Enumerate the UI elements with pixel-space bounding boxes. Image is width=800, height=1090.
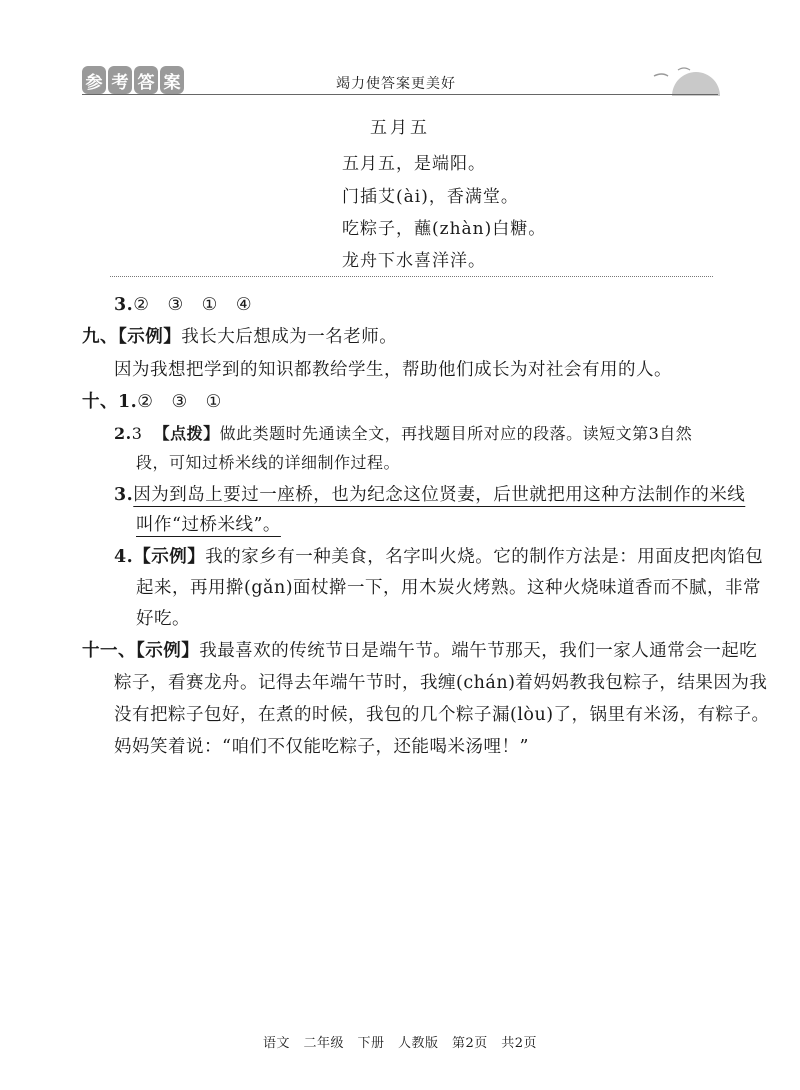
answer-text: 没有把粽子包好，在煮的时候，我包的几个粽子漏(lòu)了，锅里有米汤，有粽子。 <box>114 705 770 725</box>
answer-text: 叫作“过桥米线”。 <box>136 515 281 535</box>
logo-badge <box>82 66 184 94</box>
answer-text: 我最喜欢的传统节日是端午节。端午节那天，我们一家人通常会一起吃 <box>199 641 758 661</box>
answer-value: 3 <box>131 424 143 443</box>
logo-char: 答 <box>134 66 158 94</box>
answer-text: 好吃。 <box>136 609 190 629</box>
answer-text: ② ③ ① <box>137 392 222 412</box>
example-tag: 【示例】 <box>136 641 200 661</box>
question-number: 3. <box>114 295 134 315</box>
answer-q11 <box>82 637 757 662</box>
question-number: 十、 <box>82 392 118 412</box>
logo-char: 考 <box>108 66 132 94</box>
sub-number: 3. <box>114 485 134 505</box>
hint-tag: 【点拨】 <box>153 424 220 443</box>
logo-char: 案 <box>160 66 184 94</box>
sub-number: 4. <box>114 547 134 567</box>
example-tag: 【示例】 <box>118 327 182 347</box>
answer-q10-4 <box>114 543 763 568</box>
answer-text: 做此类题时先通读全文，再找题目所对应的段落。读短文第3自然 <box>219 424 693 443</box>
answer-text: 段，可知过桥米线的详细制作过程。 <box>136 453 401 472</box>
poem-line: 吃粽子，蘸(zhàn)白糖。 <box>342 219 547 239</box>
answer-text: 我长大后想成为一名老师。 <box>181 327 398 347</box>
logo-char: 参 <box>82 66 106 94</box>
answer-text: 粽子，看赛龙舟。记得去年端午节时，我缠(chán)着妈妈教我包粽子，结果因为我 <box>114 673 768 693</box>
example-tag: 【示例】 <box>133 547 206 567</box>
answer-q3 <box>114 291 252 316</box>
dotted-divider <box>110 276 713 277</box>
answer-text: 妈妈笑着说：“咱们不仅能吃粽子，还能喝米汤哩！” <box>114 737 529 757</box>
answer-q10-1 <box>82 388 222 413</box>
poem-line: 龙舟下水喜洋洋。 <box>342 251 486 271</box>
page-footer: 语文 二年级 下册 人教版 第2页 共2页 <box>262 1036 538 1051</box>
question-number: 九、 <box>82 327 118 347</box>
answer-q10-3 <box>114 481 745 506</box>
sub-number: 2. <box>114 424 132 443</box>
answer-text: 起来，再用擀(gǎn)面杖擀一下，用木炭火烤熟。这种火烧味道香而不腻，非常 <box>136 578 762 598</box>
header-rule <box>82 94 718 95</box>
answer-text: 因为我想把学到的知识都教给学生，帮助他们成长为对社会有用的人。 <box>114 360 672 380</box>
header-slogan: 竭力使答案更美好 <box>336 76 456 92</box>
poem-line: 五月五，是端阳。 <box>342 154 486 174</box>
poem-title: 五月五 <box>370 118 430 138</box>
answer-q9 <box>82 323 397 348</box>
question-number: 十一、 <box>82 641 136 661</box>
answer-q10-2 <box>114 421 692 444</box>
poem-line: 门插艾(ài)，香满堂。 <box>342 187 519 207</box>
answer-text: 因为到岛上要过一座桥，也为纪念这位贤妻，后世就把用这种方法制作的米线 <box>133 485 746 505</box>
answer-text: 我的家乡有一种美食，名字叫火烧。它的制作方法是：用面皮把肉馅包 <box>205 547 764 567</box>
sub-number: 1. <box>118 392 138 412</box>
answer-text: ② ③ ① ④ <box>133 295 253 315</box>
